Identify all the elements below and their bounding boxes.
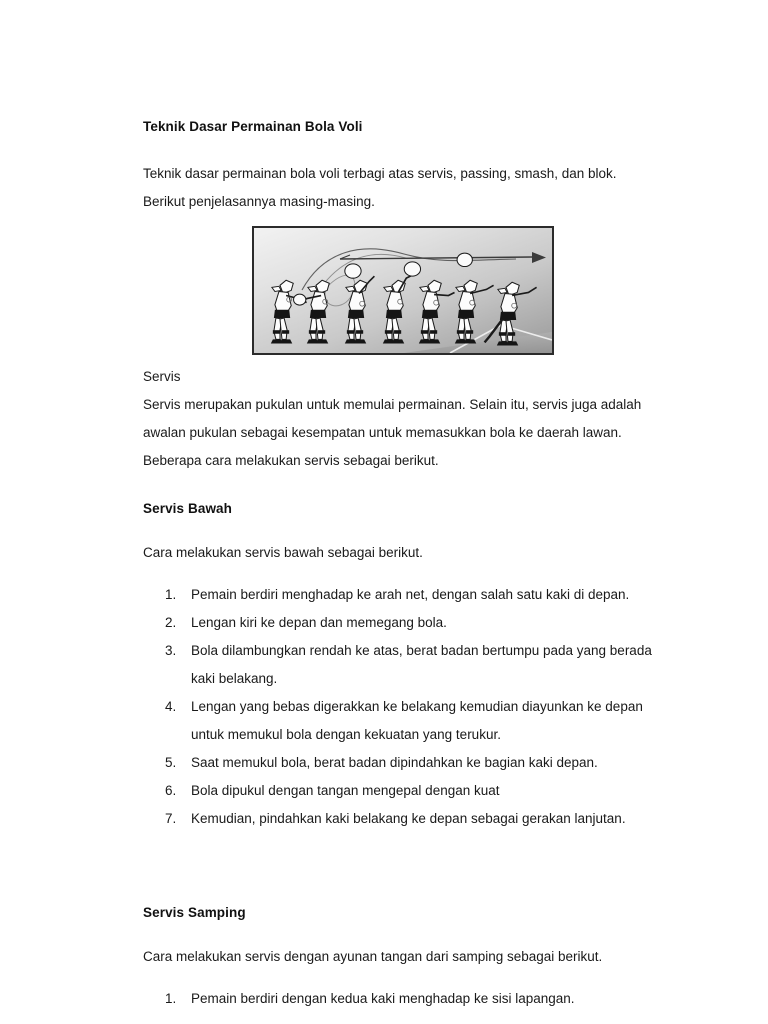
list-marker: 1. — [165, 991, 177, 1006]
list-marker: 1. — [165, 587, 177, 602]
list-item-text: Pemain berdiri menghadap ke arah net, dengan salah satu kaki di depan. — [191, 587, 630, 602]
section-heading-servis: Servis — [143, 369, 181, 384]
list-item — [143, 749, 658, 777]
list-item — [143, 609, 658, 637]
list-marker: 5. — [165, 755, 177, 770]
servis-bawah-step-list — [143, 581, 658, 833]
list-item-text: Kemudian, pindahkan kaki belakang ke depan sebagai gerakan lanjutan. — [191, 811, 626, 826]
list-item — [143, 985, 658, 1013]
list-item-text: Saat memukul bola, berat badan dipindahkan ke bagian kaki depan. — [191, 755, 598, 770]
list-item-text: Bola dilambungkan rendah ke atas, berat badan bertumpu pada yang berada kaki belakang. — [191, 643, 652, 686]
list-marker: 4. — [165, 699, 177, 714]
list-item-text: Bola dipukul dengan tangan mengepal dengan kuat — [191, 783, 500, 798]
document-content — [143, 118, 658, 1013]
list-item — [143, 581, 658, 609]
list-item — [143, 805, 658, 833]
list-marker: 3. — [165, 643, 177, 658]
volleyball-serve-sequence-image — [252, 226, 554, 355]
list-marker: 7. — [165, 811, 177, 826]
figure-container — [143, 226, 658, 355]
list-item — [143, 637, 658, 693]
section-body-servis-samping: Cara melakukan servis dengan ayunan tangan dari samping sebagai berikut. — [143, 949, 603, 964]
section-heading-servis-bawah: Servis Bawah — [143, 501, 232, 516]
list-marker: 2. — [165, 615, 177, 630]
list-item — [143, 693, 658, 749]
serve-sequence-illustration — [254, 228, 552, 353]
list-item-text: Lengan yang bebas digerakkan ke belakang kemudian diayunkan ke depan untuk memukul bola dengan kekuatan yang terukur. — [191, 699, 643, 742]
list-item-text: Pemain berdiri dengan kedua kaki menghadap ke sisi lapangan. — [191, 991, 575, 1006]
section-heading-servis-samping: Servis Samping — [143, 905, 246, 920]
servis-samping-step-list — [143, 985, 658, 1013]
list-item-text: Lengan kiri ke depan dan memegang bola. — [191, 615, 447, 630]
section-body-servis: Servis merupakan pukulan untuk memulai permainan. Selain itu, servis juga adalah awalan pukulan sebagai kesempatan untuk memasukkan bola ke daerah lawan. Beberapa cara melakukan servis sebagai berikut. — [143, 397, 642, 468]
intro-paragraph: Teknik dasar permainan bola voli terbagi atas servis, passing, smash, dan blok. Berikut penjelasannya masing-masing. — [143, 166, 617, 209]
section-body-servis-bawah: Cara melakukan servis bawah sebagai berikut. — [143, 545, 423, 560]
list-marker: 6. — [165, 783, 177, 798]
page-title: Teknik Dasar Permainan Bola Voli — [143, 119, 363, 134]
list-item — [143, 777, 658, 805]
